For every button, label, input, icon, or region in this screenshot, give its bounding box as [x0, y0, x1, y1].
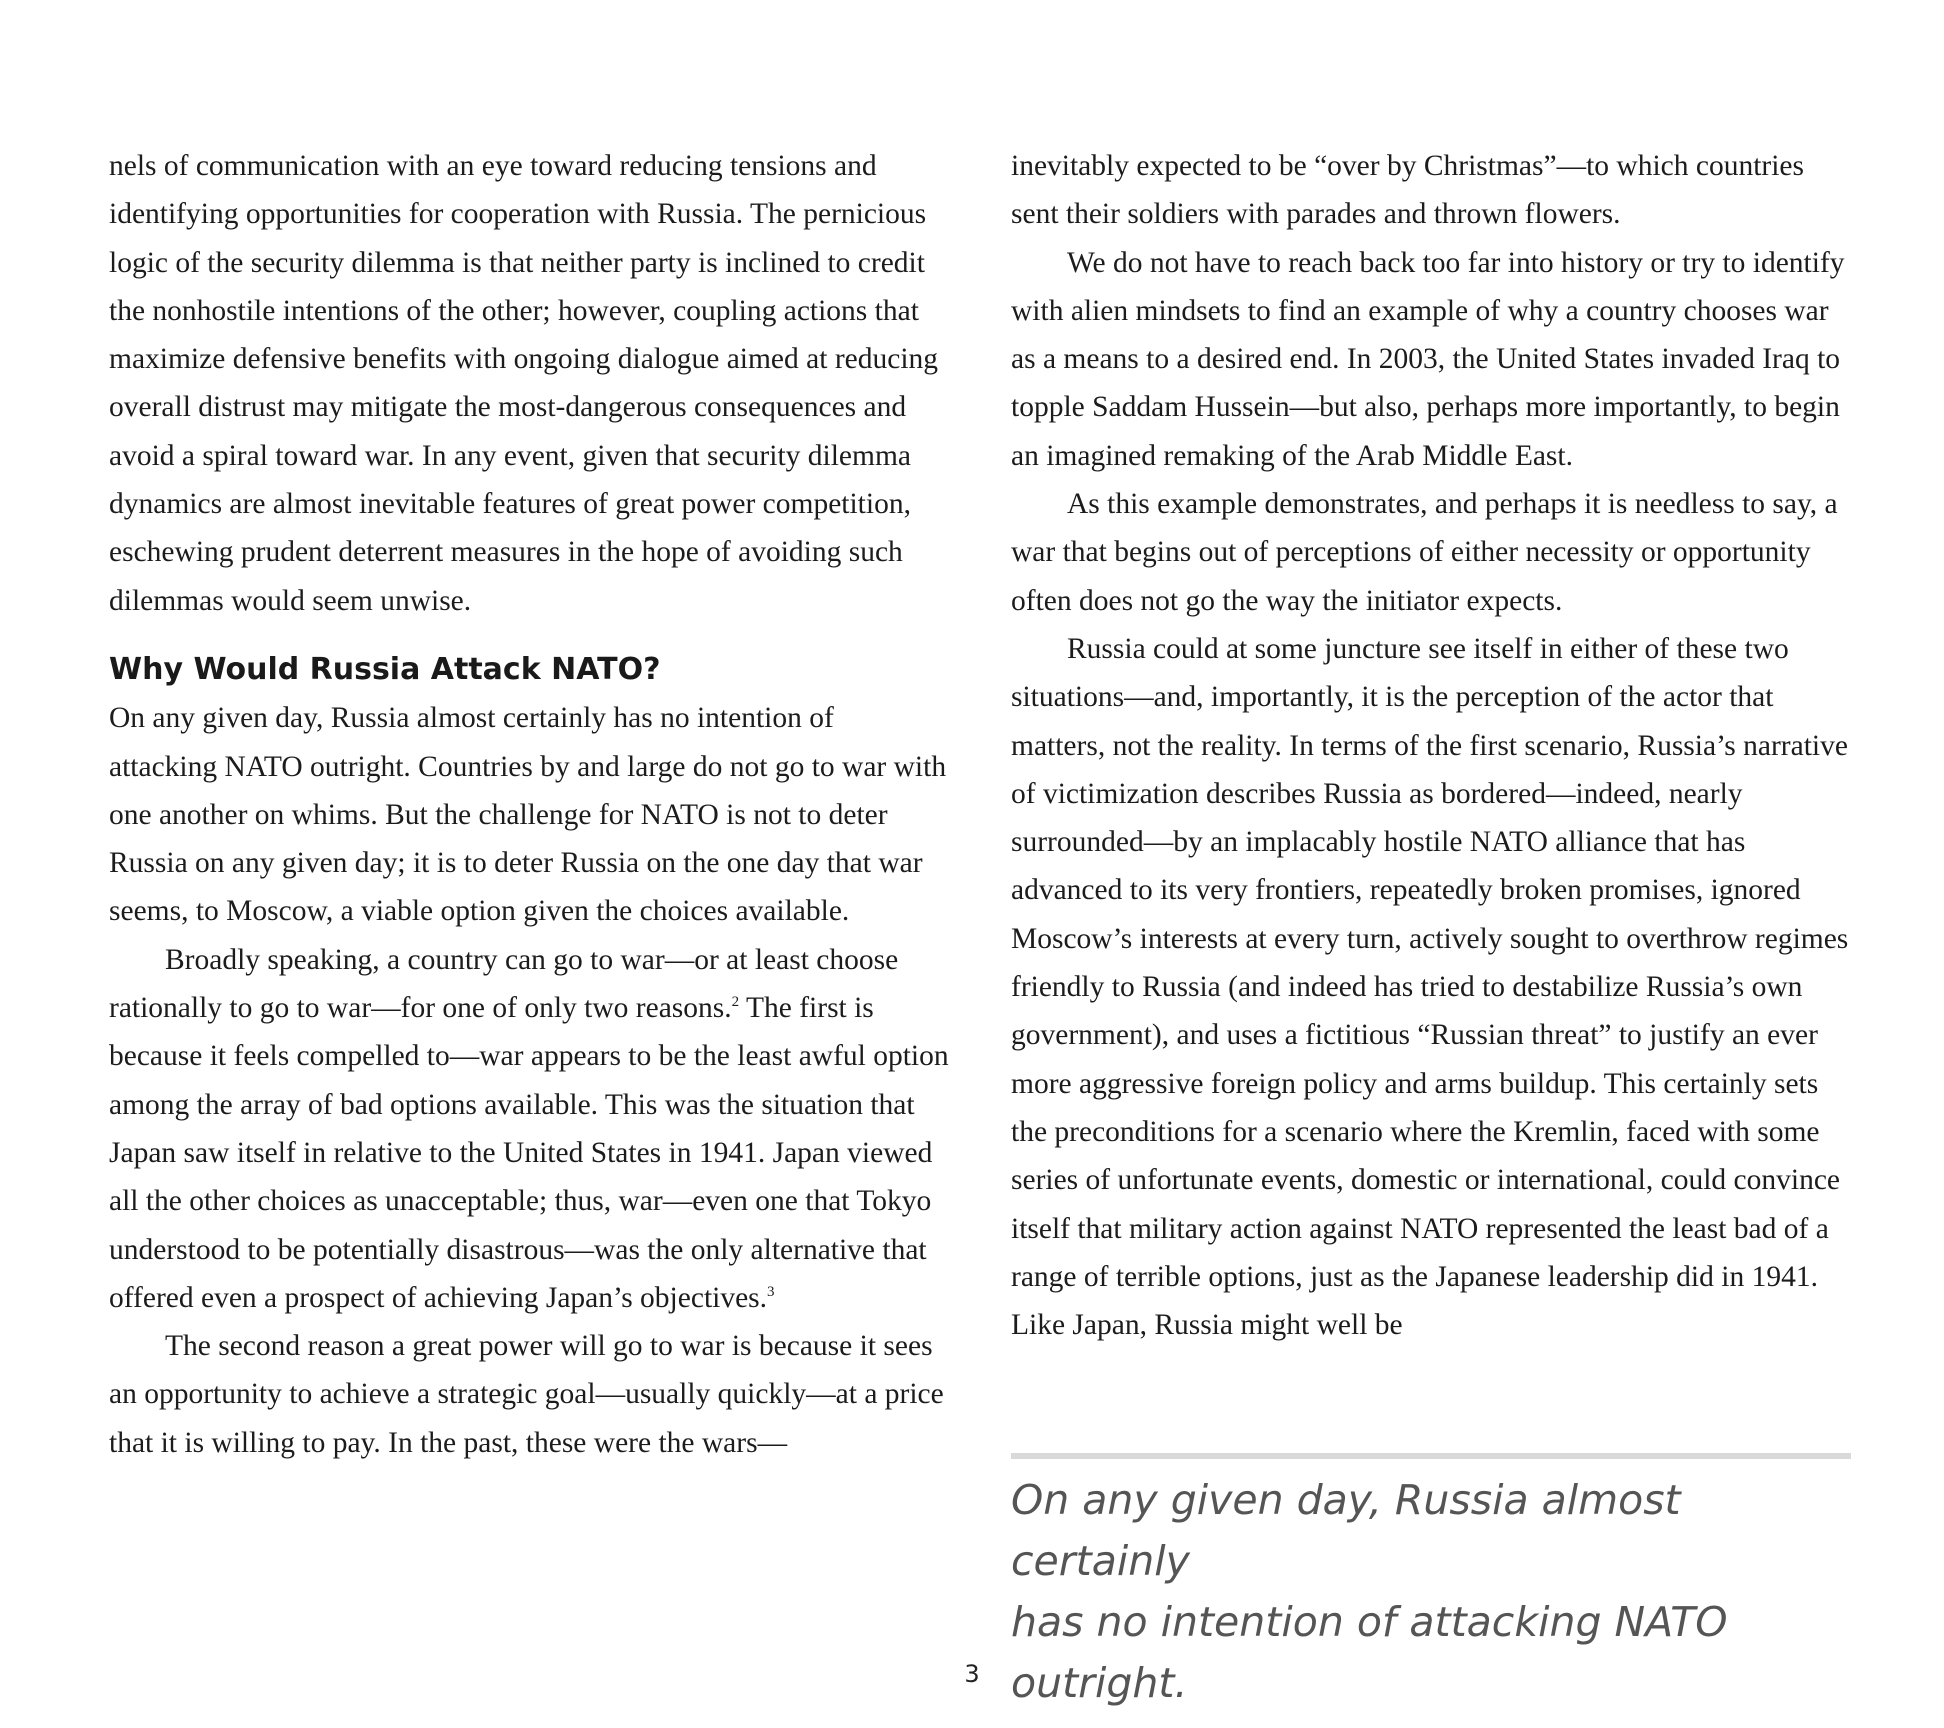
pull-quote-line: has no intention of attacking NATO outright.	[1011, 1598, 1728, 1707]
body-text: Broadly speaking, a country can go to war—or at least choose rationally to go to war—for one of only two reasons.	[109, 943, 899, 1025]
body-paragraph: inevitably expected to be “over by Christmas”—to which countries sent their soldiers with parades and thrown flowers.	[1011, 150, 1804, 231]
left-column	[109, 142, 949, 1467]
body-paragraph: On any given day, Russia almost certainly has no intention of attacking NATO outright. Countries by and large do not go to war with one another on whims. But the challenge for NATO is not to deter Russia on any given day; it is to deter Russia on the one day that war seems, to Moscow, a viable option given the choices available.	[109, 702, 947, 928]
body-paragraph	[109, 936, 949, 1322]
right-column	[1011, 142, 1851, 1349]
footnote-marker[interactable]: 2	[731, 994, 740, 1011]
footnote-marker[interactable]: 3	[767, 1283, 775, 1300]
body-paragraph: As this example demonstrates, and perhaps it is needless to say, a war that begins out of perceptions of either necessity or opportunity often does not go the way the initiator expects.	[1011, 488, 1838, 617]
body-text: The first is because it feels compelled to—war appears to be the least awful option among the array of bad options available. This was the situation that Japan saw itself in relative to the United States in 1941. Japan viewed all the other choices as unacceptable; thus, war—even one that Tokyo understood to be potentially disastrous—was the only alternative that offered even a prospect of achieving Japan’s objectives.	[109, 992, 949, 1314]
page-number: 3	[964, 1660, 980, 1688]
pull-quote-rule	[1011, 1453, 1851, 1459]
body-paragraph: nels of communication with an eye toward reducing tensions and identifying opportunities for cooperation with Russia. The pernicious logic of the security dilemma is that neither party is inclined to credit the nonhostile intentions of the other; however, coupling actions that maximize defensive benefits with ongoing dialogue aimed at reducing overall distrust may mitigate the most-dangerous consequences and avoid a spiral toward war. In any event, given that security dilemma dynamics are almost inevitable features of great power competition, eschewing prudent deterrent measures in the hope of avoiding such dilemmas would seem unwise.	[109, 150, 939, 617]
body-paragraph: The second reason a great power will go to war is because it sees an opportunity to achieve a strategic goal—usually quickly—at a price that it is willing to pay. In the past, these were the wars—	[109, 1330, 944, 1459]
body-paragraph: Russia could at some juncture see itself in either of these two situations—and, importantly, it is the perception of the actor that matters, not the reality. In terms of the first scenario, Russia’s narrative of victimization describes Russia as bordered—indeed, nearly surrounded—by an implacably hostile NATO alliance that has advanced to its very frontiers, repeatedly broken promises, ignored Moscow’s interests at every turn, actively sought to overthrow regimes friendly to Russia (and indeed has tried to destabilize Russia’s own government), and uses a fictitious “Russian threat” to justify an ever more aggressive foreign policy and arms buildup. This certainly sets the preconditions for a scenario where the Kremlin, faced with some series of unfortunate events, domestic or international, could convince itself that military action against NATO represented the least bad of a range of terrible options, just as the Japanese leadership did in 1941. Like Japan, Russia might well be	[1011, 632, 1849, 1342]
pull-quote-line: On any given day, Russia almost certainly	[1011, 1476, 1681, 1585]
section-heading: Why Would Russia Attack NATO?	[109, 651, 661, 687]
body-paragraph: We do not have to reach back too far into history or try to identify with alien mindsets to find an example of why a country chooses war as a means to a desired end. In 2003, the United States invaded Iraq to topple Saddam Hussein—but also, perhaps more importantly, to begin an imagined remaking of the Arab Middle East.	[1011, 246, 1845, 472]
